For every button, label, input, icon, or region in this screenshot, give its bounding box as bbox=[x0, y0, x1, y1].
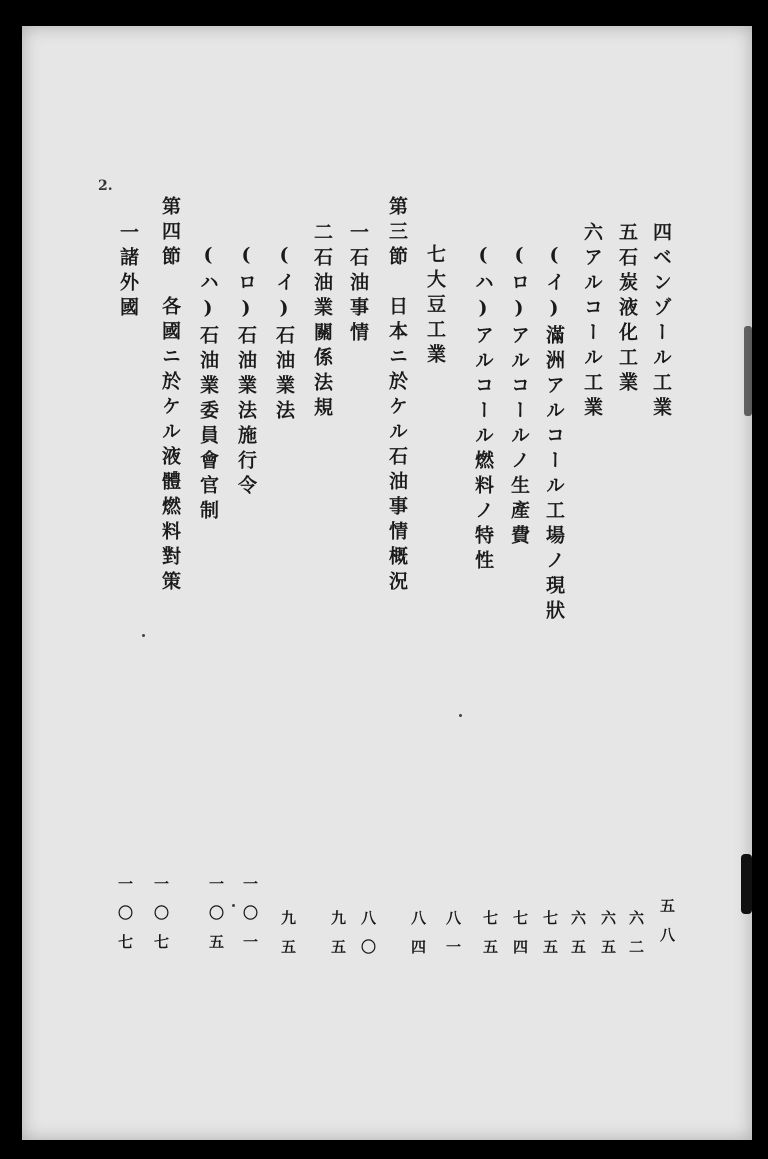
toc-entry-petroleum-situation: 一石油事情 bbox=[347, 222, 369, 347]
page-number: 一〇七 bbox=[152, 876, 170, 963]
scan-speck bbox=[459, 714, 462, 717]
toc-entry-petroleum-committee: (ハ)石油業委員會官制 bbox=[197, 244, 219, 525]
page-number: 一〇一 bbox=[241, 876, 259, 963]
page-number: 六五 bbox=[599, 910, 617, 968]
corner-mark: 2. bbox=[98, 178, 113, 194]
page-number: 九五 bbox=[279, 910, 297, 968]
page-number: 一〇五 bbox=[207, 876, 225, 963]
page-number: 九五 bbox=[329, 910, 347, 968]
page-number: 七四 bbox=[511, 910, 529, 968]
toc-section-3-title: 第三節 日本ニ於ケル石油事情概況 bbox=[386, 196, 408, 596]
toc-entry-petroleum-laws: 二石油業關係法規 bbox=[311, 222, 333, 422]
scan-edge-smudge bbox=[744, 326, 752, 416]
toc-entry-foreign-countries: 一諸外國 bbox=[117, 222, 139, 322]
page-number: 五八 bbox=[658, 898, 676, 956]
page-number: 七五 bbox=[541, 910, 559, 968]
toc-entry-alcohol-fuel-properties: (ハ)アルコール燃料ノ特性 bbox=[472, 244, 494, 575]
page-number: 一〇七 bbox=[116, 876, 134, 963]
toc-entry-petroleum-act: (イ)石油業法 bbox=[273, 244, 295, 425]
page-number: 七五 bbox=[481, 910, 499, 968]
toc-entry-coal-liquefaction: 五石炭液化工業 bbox=[616, 222, 638, 397]
toc-entry-benzol: 四ベンゾール工業 bbox=[650, 222, 672, 422]
scan-speck bbox=[232, 904, 235, 907]
page-number: 八一 bbox=[444, 910, 462, 968]
page-number: 六五 bbox=[569, 910, 587, 968]
page-number: 八四 bbox=[409, 910, 427, 968]
document-page bbox=[22, 26, 752, 1140]
toc-entry-soybean: 七大豆工業 bbox=[424, 244, 446, 369]
page-number: 八〇 bbox=[359, 910, 377, 968]
toc-entry-manchuria-alcohol-plants: (イ)滿洲アルコール工場ノ現狀 bbox=[543, 244, 565, 625]
toc-entry-petroleum-act-ordinance: (ロ)石油業法施行令 bbox=[235, 244, 257, 500]
scan-speck bbox=[142, 634, 145, 637]
toc-entry-alcohol-production-cost: (ロ)アルコールノ生產費 bbox=[508, 244, 530, 550]
page-number: 六二 bbox=[627, 910, 645, 968]
toc-entry-alcohol: 六アルコール工業 bbox=[581, 222, 603, 422]
scan-edge-smudge bbox=[741, 854, 752, 914]
toc-section-4-title: 第四節 各國ニ於ケル液體燃料對策 bbox=[159, 196, 181, 596]
